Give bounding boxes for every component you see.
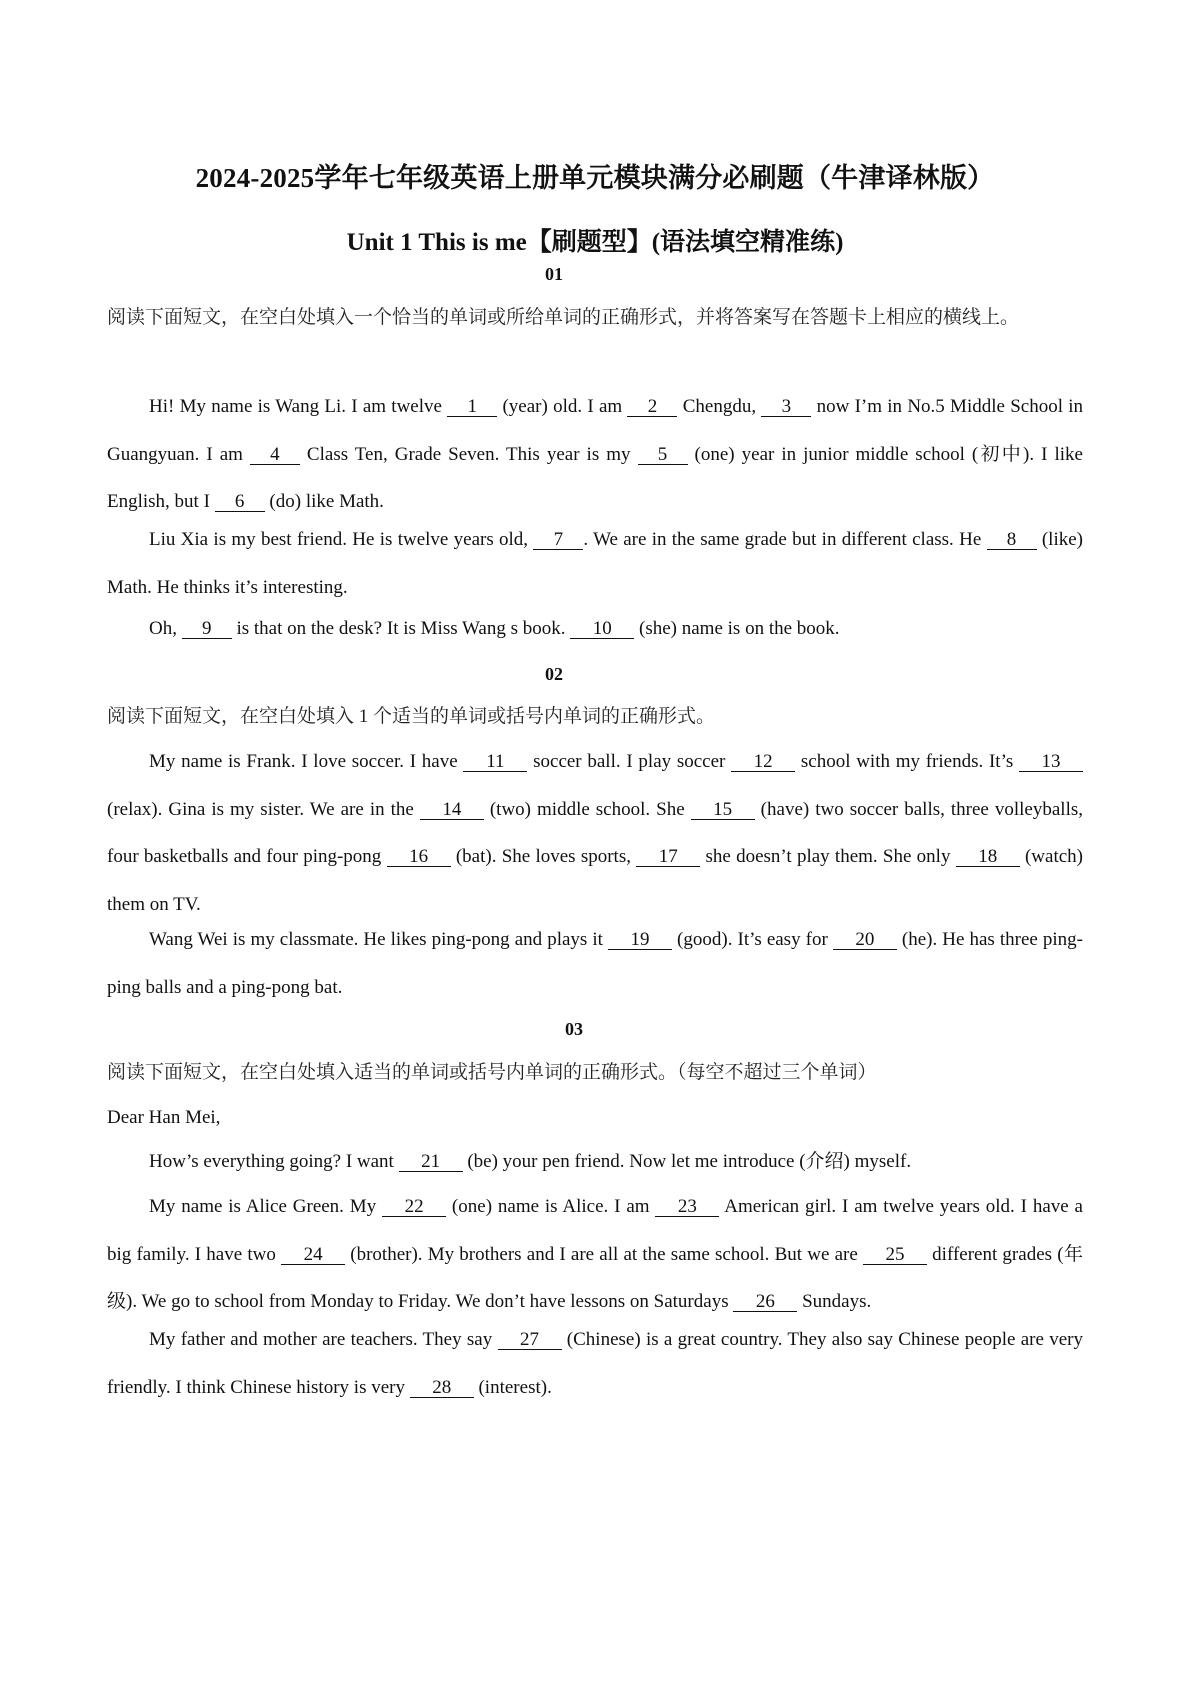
passage-text: Liu Xia is my best friend. He is twelve years old,: [149, 529, 534, 550]
answer-blank: 13: [1019, 753, 1083, 772]
passage-paragraph: [107, 383, 1083, 526]
passage-text: (be) your pen friend. Now let me introduce (介绍) myself.: [462, 1151, 912, 1172]
passage-text: is that on the desk? It is Miss Wang s book.: [231, 618, 571, 639]
passage-text: My name is Alice Green. My: [149, 1196, 383, 1217]
answer-blank: 10: [570, 620, 634, 639]
passage-text: Sundays.: [797, 1291, 872, 1312]
passage-text: How’s everything going? I want: [149, 1151, 399, 1172]
passage-text: Chengdu,: [677, 396, 762, 417]
passage-text: (brother). My brothers and I are all at the same school. But we are: [345, 1243, 863, 1265]
answer-blank: 19: [608, 931, 672, 950]
passage-paragraph: [107, 516, 1083, 611]
answer-blank: 1: [447, 398, 497, 417]
passage-text: (interest).: [473, 1376, 552, 1398]
answer-blank: 21: [399, 1153, 463, 1172]
answer-blank: 14: [420, 801, 484, 820]
passage-text: (bat). She loves sports,: [450, 846, 637, 867]
answer-blank: 3: [761, 398, 811, 417]
answer-blank: 20: [833, 931, 897, 950]
passage-paragraph: [107, 1138, 1083, 1186]
letter-salutation: Dear Han Mei,: [107, 1107, 221, 1128]
passage-text: (do) like Math.: [264, 491, 384, 512]
passage-text: Class Ten, Grade Seven. This year is my: [299, 443, 638, 465]
answer-blank: 24: [281, 1246, 345, 1265]
passage-text: she doesn’t play them. She only: [700, 846, 956, 867]
answer-blank: 9: [182, 620, 232, 639]
answer-blank: 8: [987, 531, 1037, 550]
passage-text: (one) name is Alice. I am: [446, 1196, 656, 1217]
answer-blank: 23: [655, 1198, 719, 1217]
answer-blank: 28: [410, 1379, 474, 1398]
passage-text: (two) middle school. She: [483, 798, 691, 820]
passage-text: Oh,: [149, 618, 182, 639]
passage-text: (like) Math. He thinks it’s interesting.: [107, 529, 1083, 598]
answer-blank: 11: [463, 753, 527, 772]
passage-text: My name is Frank. I love soccer. I have: [149, 751, 464, 772]
passage-text: (Chinese) is a great country. They also say Chinese people are very friendly. I think Chinese history is very: [107, 1329, 1083, 1398]
passage-paragraph: [107, 1316, 1083, 1411]
passage-text: (he). He has three ping-ping balls and a ping-pong bat.: [107, 929, 1083, 998]
passage-paragraph: [107, 738, 1083, 928]
passage-text: (relax). Gina is my sister. We are in the: [107, 798, 420, 820]
answer-blank: 5: [638, 446, 688, 465]
passage-text: soccer ball. I play soccer: [527, 751, 732, 772]
answer-blank: 12: [731, 753, 795, 772]
answer-blank: 7: [533, 531, 583, 550]
answer-blank: 15: [691, 801, 755, 820]
document-subtitle: Unit 1 This is me【刷题型】(语法填空精准练): [346, 229, 844, 256]
passage-text: school with my friends. It’s: [795, 751, 1019, 772]
answer-blank: 4: [250, 446, 300, 465]
passage-text: (have) two soccer balls, three volleyballs, four basketballs and four ping-pong: [107, 798, 1083, 867]
passage-text: (year) old. I am: [497, 396, 628, 417]
passage-paragraph: [107, 605, 1083, 653]
section-number: 03: [565, 1019, 583, 1039]
answer-blank: 22: [382, 1198, 446, 1217]
passage-paragraph: [107, 916, 1083, 1011]
passage-text: (watch) them on TV.: [107, 846, 1083, 915]
passage-text: now I’m in No.5 Middle School in Guangyuan. I am: [107, 396, 1084, 465]
passage-text: . We are in the same grade but in different class. He: [583, 529, 987, 550]
passage-text: (she) name is on the book.: [634, 618, 840, 639]
passage-text: (good). It’s easy for: [671, 929, 833, 950]
section-number: 02: [545, 664, 563, 684]
passage-text: My father and mother are teachers. They say: [149, 1329, 498, 1350]
document-title: 2024-2025学年七年级英语上册单元模块满分必刷题（牛津译林版）: [195, 163, 995, 193]
passage-text: Wang Wei is my classmate. He likes ping-pong and plays it: [149, 929, 608, 950]
answer-blank: 18: [956, 848, 1020, 867]
answer-blank: 16: [387, 848, 451, 867]
answer-blank: 26: [733, 1293, 797, 1312]
passage-text: Hi! My name is Wang Li. I am twelve: [149, 396, 448, 417]
answer-blank: 17: [636, 848, 700, 867]
passage-text: different grades (年级). We go to school from Monday to Friday. We don’t have lessons on Saturdays: [107, 1243, 1083, 1312]
answer-blank: 25: [863, 1246, 927, 1265]
passage-paragraph: [107, 1183, 1083, 1326]
section-instruction: 阅读下面短文，在空白处填入 1 个适当的单词或括号内单词的正确形式。: [107, 706, 716, 727]
section-number: 01: [545, 264, 563, 284]
answer-blank: 6: [215, 493, 265, 512]
answer-blank: 2: [627, 398, 677, 417]
section-instruction: 阅读下面短文，在空白处填入适当的单词或括号内单词的正确形式。（每空不超过三个单词）: [107, 1062, 877, 1083]
passage-text: American girl. I am twelve years old. I have a big family. I have two: [107, 1196, 1083, 1265]
answer-blank: 27: [498, 1331, 562, 1350]
passage-text: (one) year in junior middle school (初中). I like English, but I: [107, 443, 1083, 512]
section-instruction: 阅读下面短文，在空白处填入一个恰当的单词或所给单词的正确形式，并将答案写在答题卡上相应的横线上。: [107, 307, 1020, 328]
